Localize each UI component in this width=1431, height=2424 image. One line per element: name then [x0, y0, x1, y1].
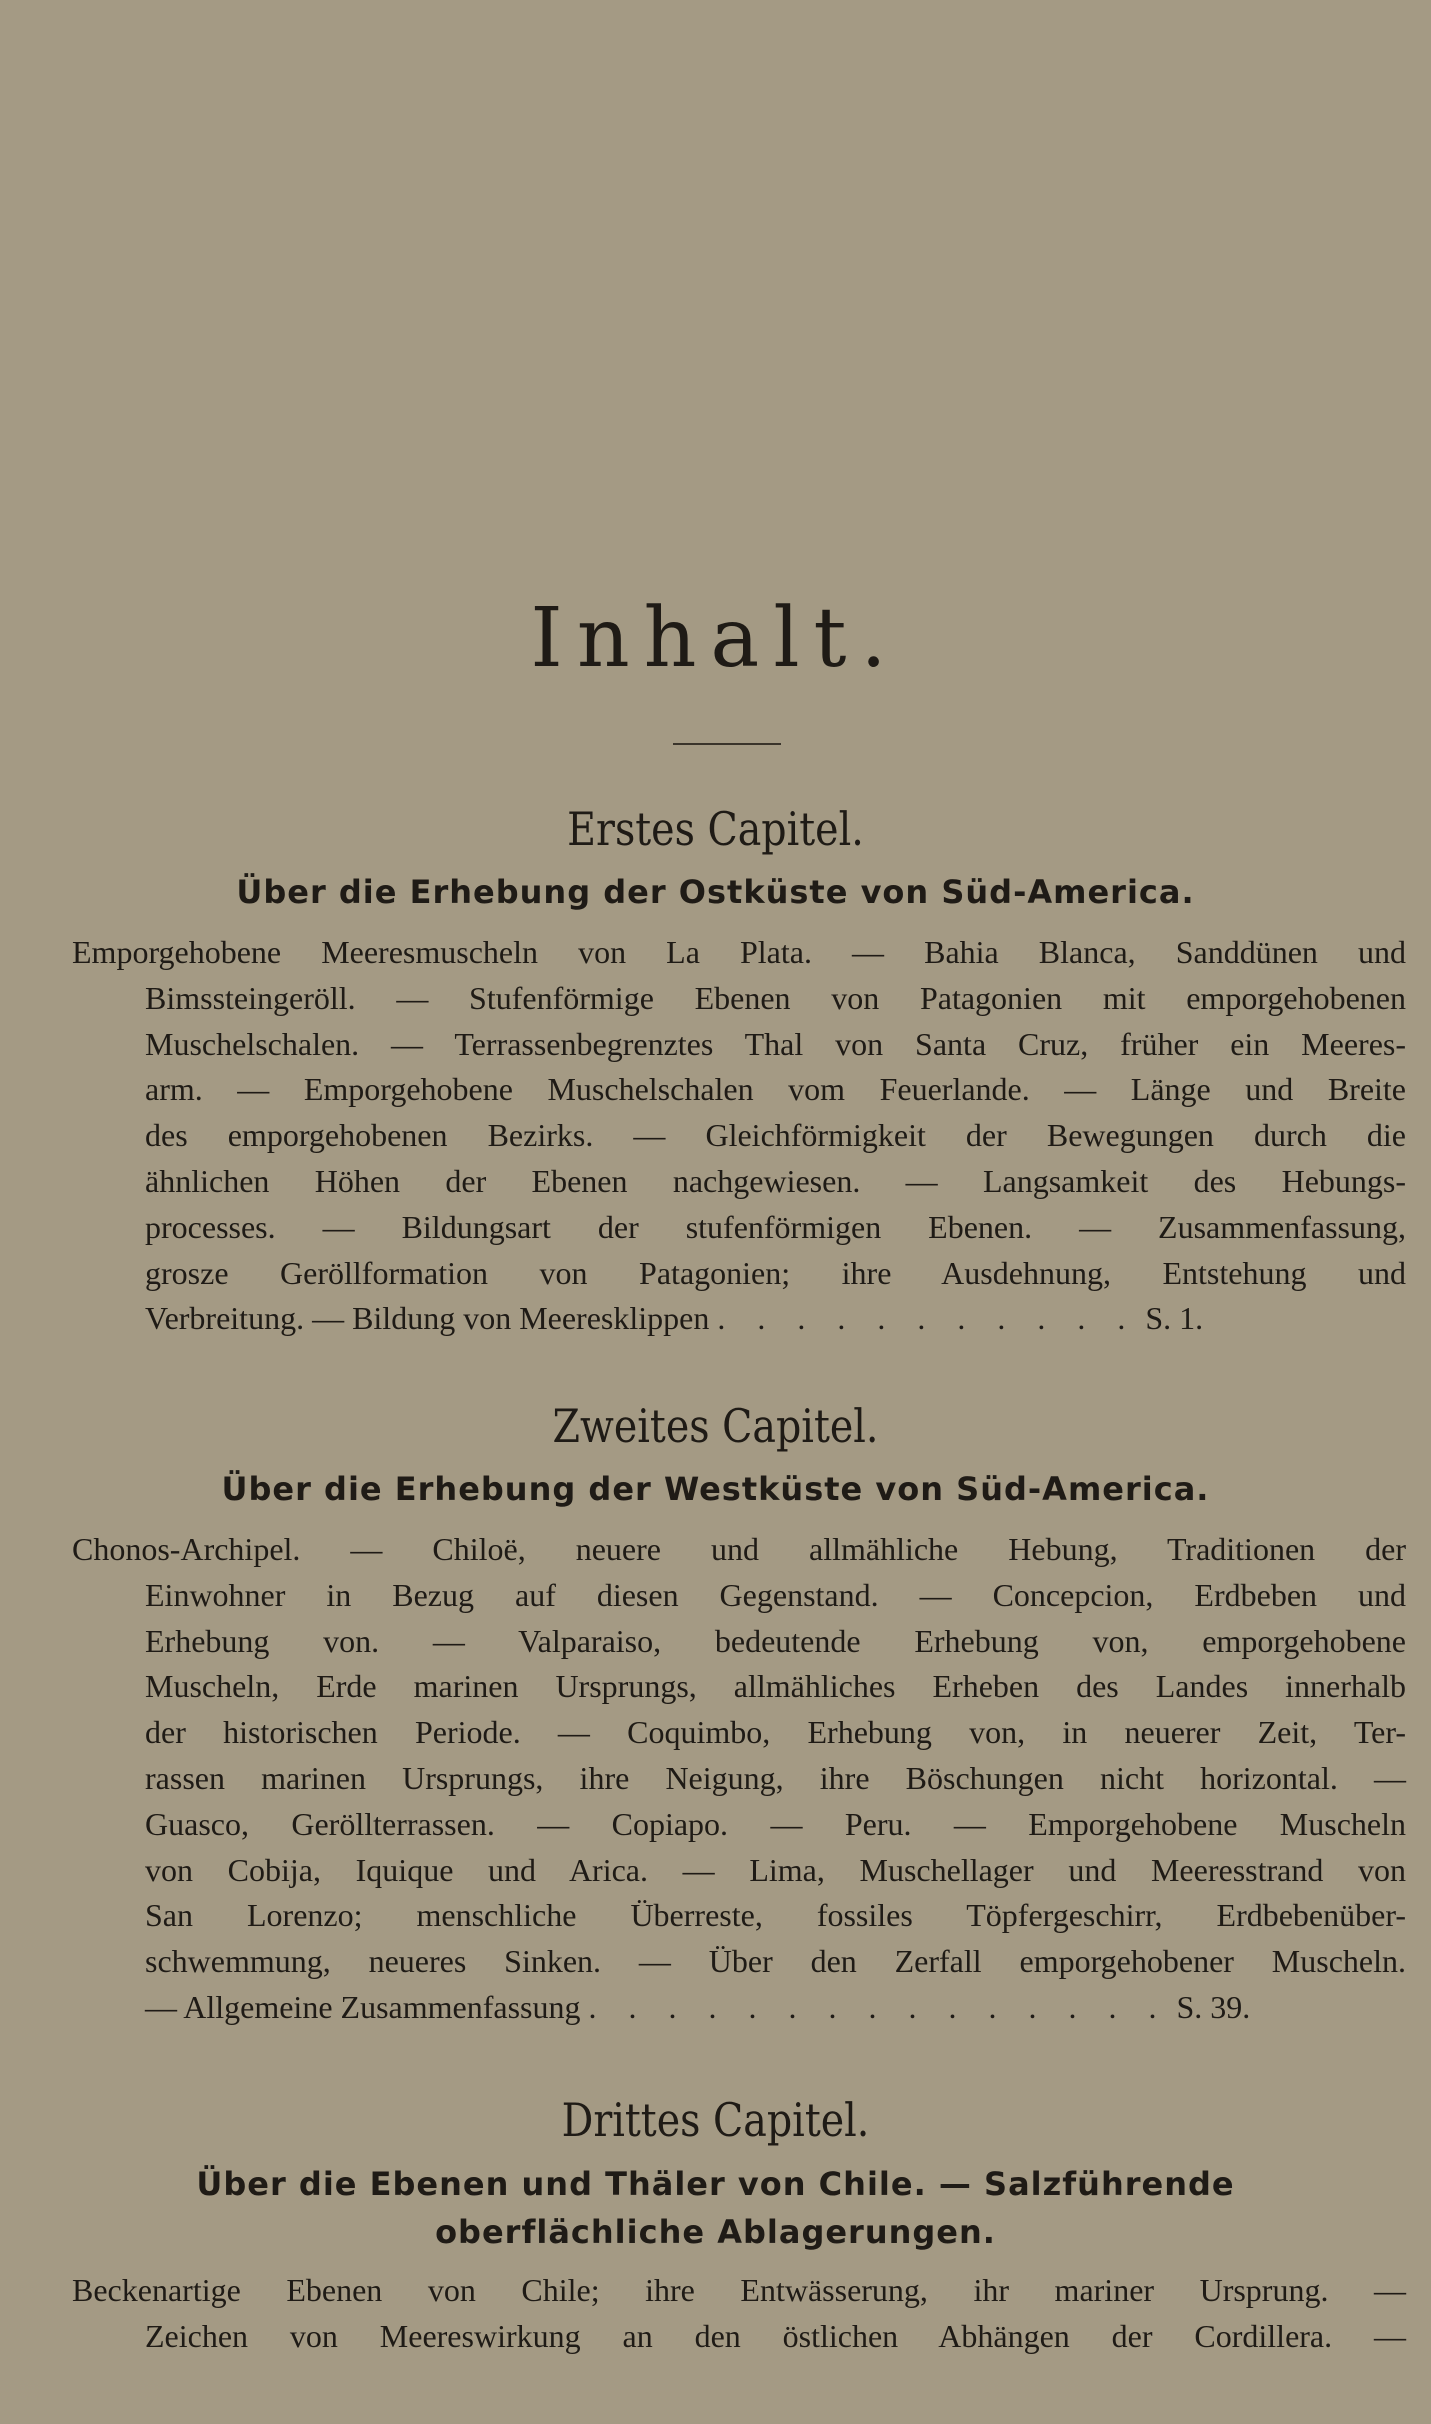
chapter-3-subtitle: Über die Ebenen und Thäler von Chile. — Salzführende oberflächliche Ablagerungen. [196, 2165, 1235, 2251]
chapter-1-line-3: Muschelschalen. — Terrassenbegrenztes Thal von Santa Cruz, früher ein Meeres- [145, 1025, 1406, 1062]
chapter-1-line-1: Emporgehobene Meeresmuscheln von La Plata. — Bahia Blanca, Sanddünen und [72, 934, 1406, 970]
chapter-1-page-ref: S. 1. [1145, 1300, 1204, 1337]
chapter-1-last-line-text: Verbreitung. — Bildung von Meeresklippen [145, 1300, 710, 1337]
chapter-1-line-4: arm. — Emporgehobene Muschelschalen vom Feuerlande. — Länge und Breite [145, 1071, 1406, 1108]
chapter-2-line-8: von Cobija, Iquique und Arica. — Lima, Muschellager und Meeresstrand von [145, 1851, 1406, 1888]
chapter-1-line-7: processes. — Bildungsart der stufenförmigen Ebenen. — Zusammenfassung, [145, 1208, 1406, 1245]
chapter-3-line-1: Beckenartige Ebenen von Chile; ihre Entwässerung, ihr mariner Ursprung. — [72, 2272, 1406, 2308]
chapter-2-line-2: Einwohner in Bezug auf diesen Gegenstand. — Concepcion, Erdbeben und [145, 1576, 1406, 1613]
chapter-2-line-1: Chonos-Archipel. — Chiloë, neuere und allmähliche Hebung, Traditionen der [72, 1531, 1406, 1567]
chapter-2-leader-dots: . . . . . . . . . . . . . . . [588, 1988, 1169, 2025]
chapter-1-line-8: grosze Geröllformation von Patagonien; ihre Ausdehnung, Entstehung und [145, 1254, 1406, 1291]
chapter-2-line-4: Muscheln, Erde marinen Ursprungs, allmähliches Erheben des Landes innerhalb [145, 1668, 1406, 1705]
chapter-3-line-2: Zeichen von Meereswirkung an den östlichen Abhängen der Cordillera. — [145, 2317, 1406, 2354]
chapter-1-line-5: des emporgehobenen Bezirks. — Gleichförmigkeit der Bewegungen durch die [145, 1117, 1406, 1154]
chapter-2-summary [72, 1527, 1406, 2031]
chapter-1-summary [72, 930, 1406, 1342]
chapter-1-heading: Erstes Capitel. [567, 802, 864, 856]
chapter-3-summary [72, 2268, 1406, 2360]
chapter-2-line-6: rassen marinen Ursprungs, ihre Neigung, ihre Böschungen nicht horizontal. — [145, 1759, 1406, 1796]
page-title: Inhalt. [530, 591, 901, 686]
chapter-1-last-line [72, 1296, 1406, 1342]
chapter-2-last-line [72, 1985, 1406, 2031]
chapter-2-page-ref: S. 39. [1176, 1988, 1251, 2025]
chapter-2-line-5: der historischen Periode. — Coquimbo, Erhebung von, in neuerer Zeit, Ter- [145, 1714, 1406, 1751]
chapter-2-subtitle: Über die Erhebung der Westküste von Süd-America. [221, 1470, 1210, 1508]
chapter-1-leader-dots: . . . . . . . . . . . [717, 1300, 1138, 1337]
chapter-2-line-10: schwemmung, neueres Sinken. — Über den Zerfall emporgehobener Muscheln. [145, 1943, 1406, 1980]
chapter-1-line-6: ähnlichen Höhen der Ebenen nachgewiesen. — Langsamkeit des Hebungs- [145, 1162, 1406, 1199]
chapter-3-heading: Drittes Capitel. [561, 2093, 870, 2147]
chapter-1-subtitle: Über die Erhebung der Ostküste von Süd-America. [236, 873, 1195, 911]
chapter-2-last-line-text: — Allgemeine Zusammenfassung [145, 1988, 581, 2025]
chapter-2-line-7: Guasco, Geröllterrassen. — Copiapo. — Peru. — Emporgehobene Muscheln [145, 1805, 1406, 1842]
chapter-2-line-3: Erhebung von. — Valparaiso, bedeutende Erhebung von, emporgehobene [145, 1622, 1406, 1659]
chapter-2-line-9: San Lorenzo; menschliche Überreste, fossiles Töpfergeschirr, Erdbebenüber- [145, 1897, 1406, 1934]
chapter-1-line-2: Bimssteingeröll. — Stufenförmige Ebenen von Patagonien mit emporgehobenen [145, 979, 1406, 1016]
chapter-2-heading: Zweites Capitel. [552, 1399, 879, 1453]
title-divider [673, 743, 781, 745]
